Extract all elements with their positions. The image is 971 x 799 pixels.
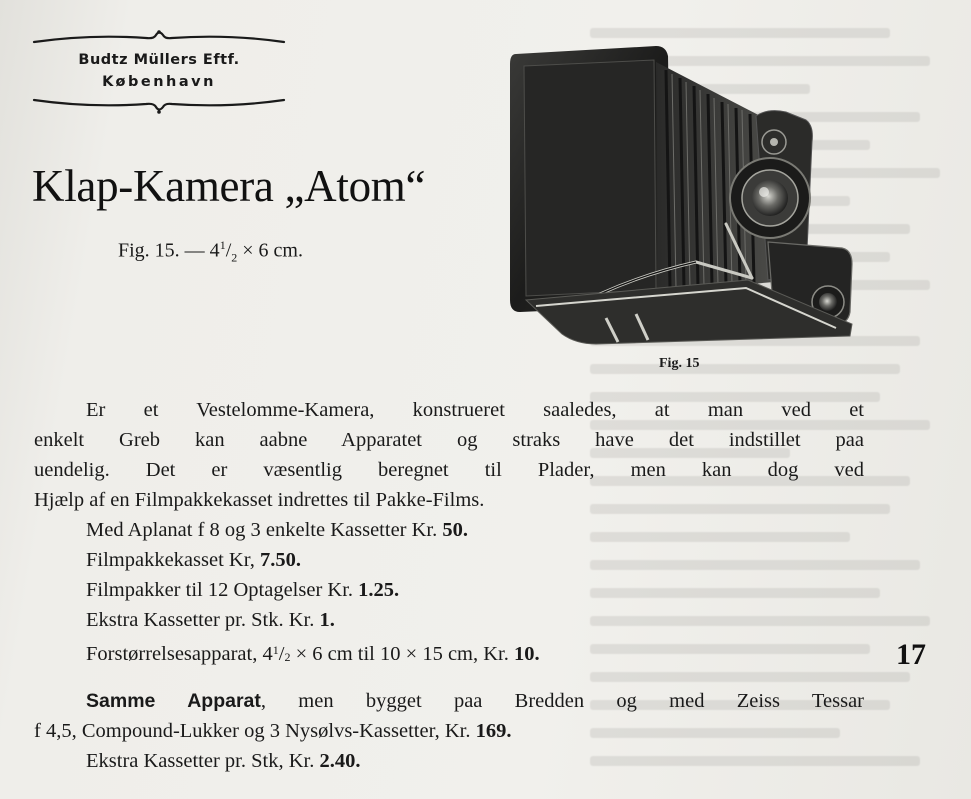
description-line: enkelt Greb kan aabne Apparatet og straks have det indstillet paa (34, 429, 864, 451)
price-value: 10. (514, 643, 540, 665)
second-model-lead: Samme Apparat (86, 690, 261, 712)
second-model-line (34, 686, 864, 716)
enlarger-prefix: Forstørrelsesapparat, 4 (86, 643, 273, 665)
product-description (34, 395, 864, 776)
publisher-imprint (30, 28, 288, 116)
figure-caption: Fig. 15. — $4^1/_2 \times 6$ cm. (118, 238, 303, 265)
price-value: 169. (475, 720, 512, 742)
price-line (34, 575, 864, 605)
camera-illustration (506, 42, 860, 346)
price-value: 1. (319, 609, 335, 631)
enlarger-frac-den: 2 (284, 650, 291, 664)
spacer (34, 672, 864, 686)
page-title: Klap-Kamera „Atom“ (32, 161, 426, 211)
second-model-line2-text: f 4,5, Compound-Lukker og 3 Nysølvs-Kassetter, Kr. (34, 720, 476, 742)
price-line (34, 545, 864, 575)
description-line: uendelig. Det er væsentlig beregnet til Plader, men kan dog ved (34, 459, 864, 481)
enlarger-frac-num: 1 (272, 643, 279, 657)
second-model-line1-rest: , men bygget paa Bredden og med Zeiss Tessar (260, 690, 864, 712)
ornament-flourish (30, 28, 288, 116)
price-item-text: Filmpakkekasset Kr, (86, 549, 260, 571)
price-value: 1.25. (358, 579, 400, 601)
publisher-city: København (102, 74, 216, 90)
description-line: Hjælp af en Filmpakkekasset indrettes til Pakke-Films. (34, 489, 485, 511)
price-item-text: Ekstra Kassetter pr. Stk. Kr. (86, 609, 320, 631)
description-paragraph (34, 395, 864, 515)
price-value: 7.50. (259, 549, 301, 571)
enlarger-price-line: Forstørrelsesapparat, $4^1/2 \times 6$ cm til 10 × 15 cm, Kr. 10. (86, 643, 540, 665)
enlarger-middle: × 6 cm til 10 × 15 cm, Kr. (290, 643, 514, 665)
price-item-text: Ekstra Kassetter pr. Stk, Kr. (86, 750, 320, 772)
price-line (34, 515, 864, 545)
second-model-paragraph (34, 686, 864, 746)
price-item-text: Med Aplanat f 8 og 3 enkelte Kassetter Kr. (86, 519, 443, 541)
price-value: 2.40. (319, 750, 361, 772)
second-model-line (34, 716, 864, 746)
price-value: 50. (442, 519, 469, 541)
publisher-name: Budtz Müllers Eftf. (78, 52, 240, 68)
description-line: Er et Vestelomme-Kamera, konstrueret saaledes, at man ved et (86, 399, 864, 421)
caption-prefix: Fig. 15. — 4 (118, 239, 220, 262)
price-line (34, 746, 864, 776)
figure-label: Fig. 15 (659, 356, 700, 371)
price-line (34, 605, 864, 635)
caption-frac-den: 2 (231, 250, 238, 265)
caption-suffix: × 6 cm. (237, 239, 303, 262)
price-item-text: Filmpakker til 12 Optagelser Kr. (86, 579, 359, 601)
caption-frac-num: 1 (219, 238, 226, 252)
page-number: 17 (896, 638, 926, 671)
